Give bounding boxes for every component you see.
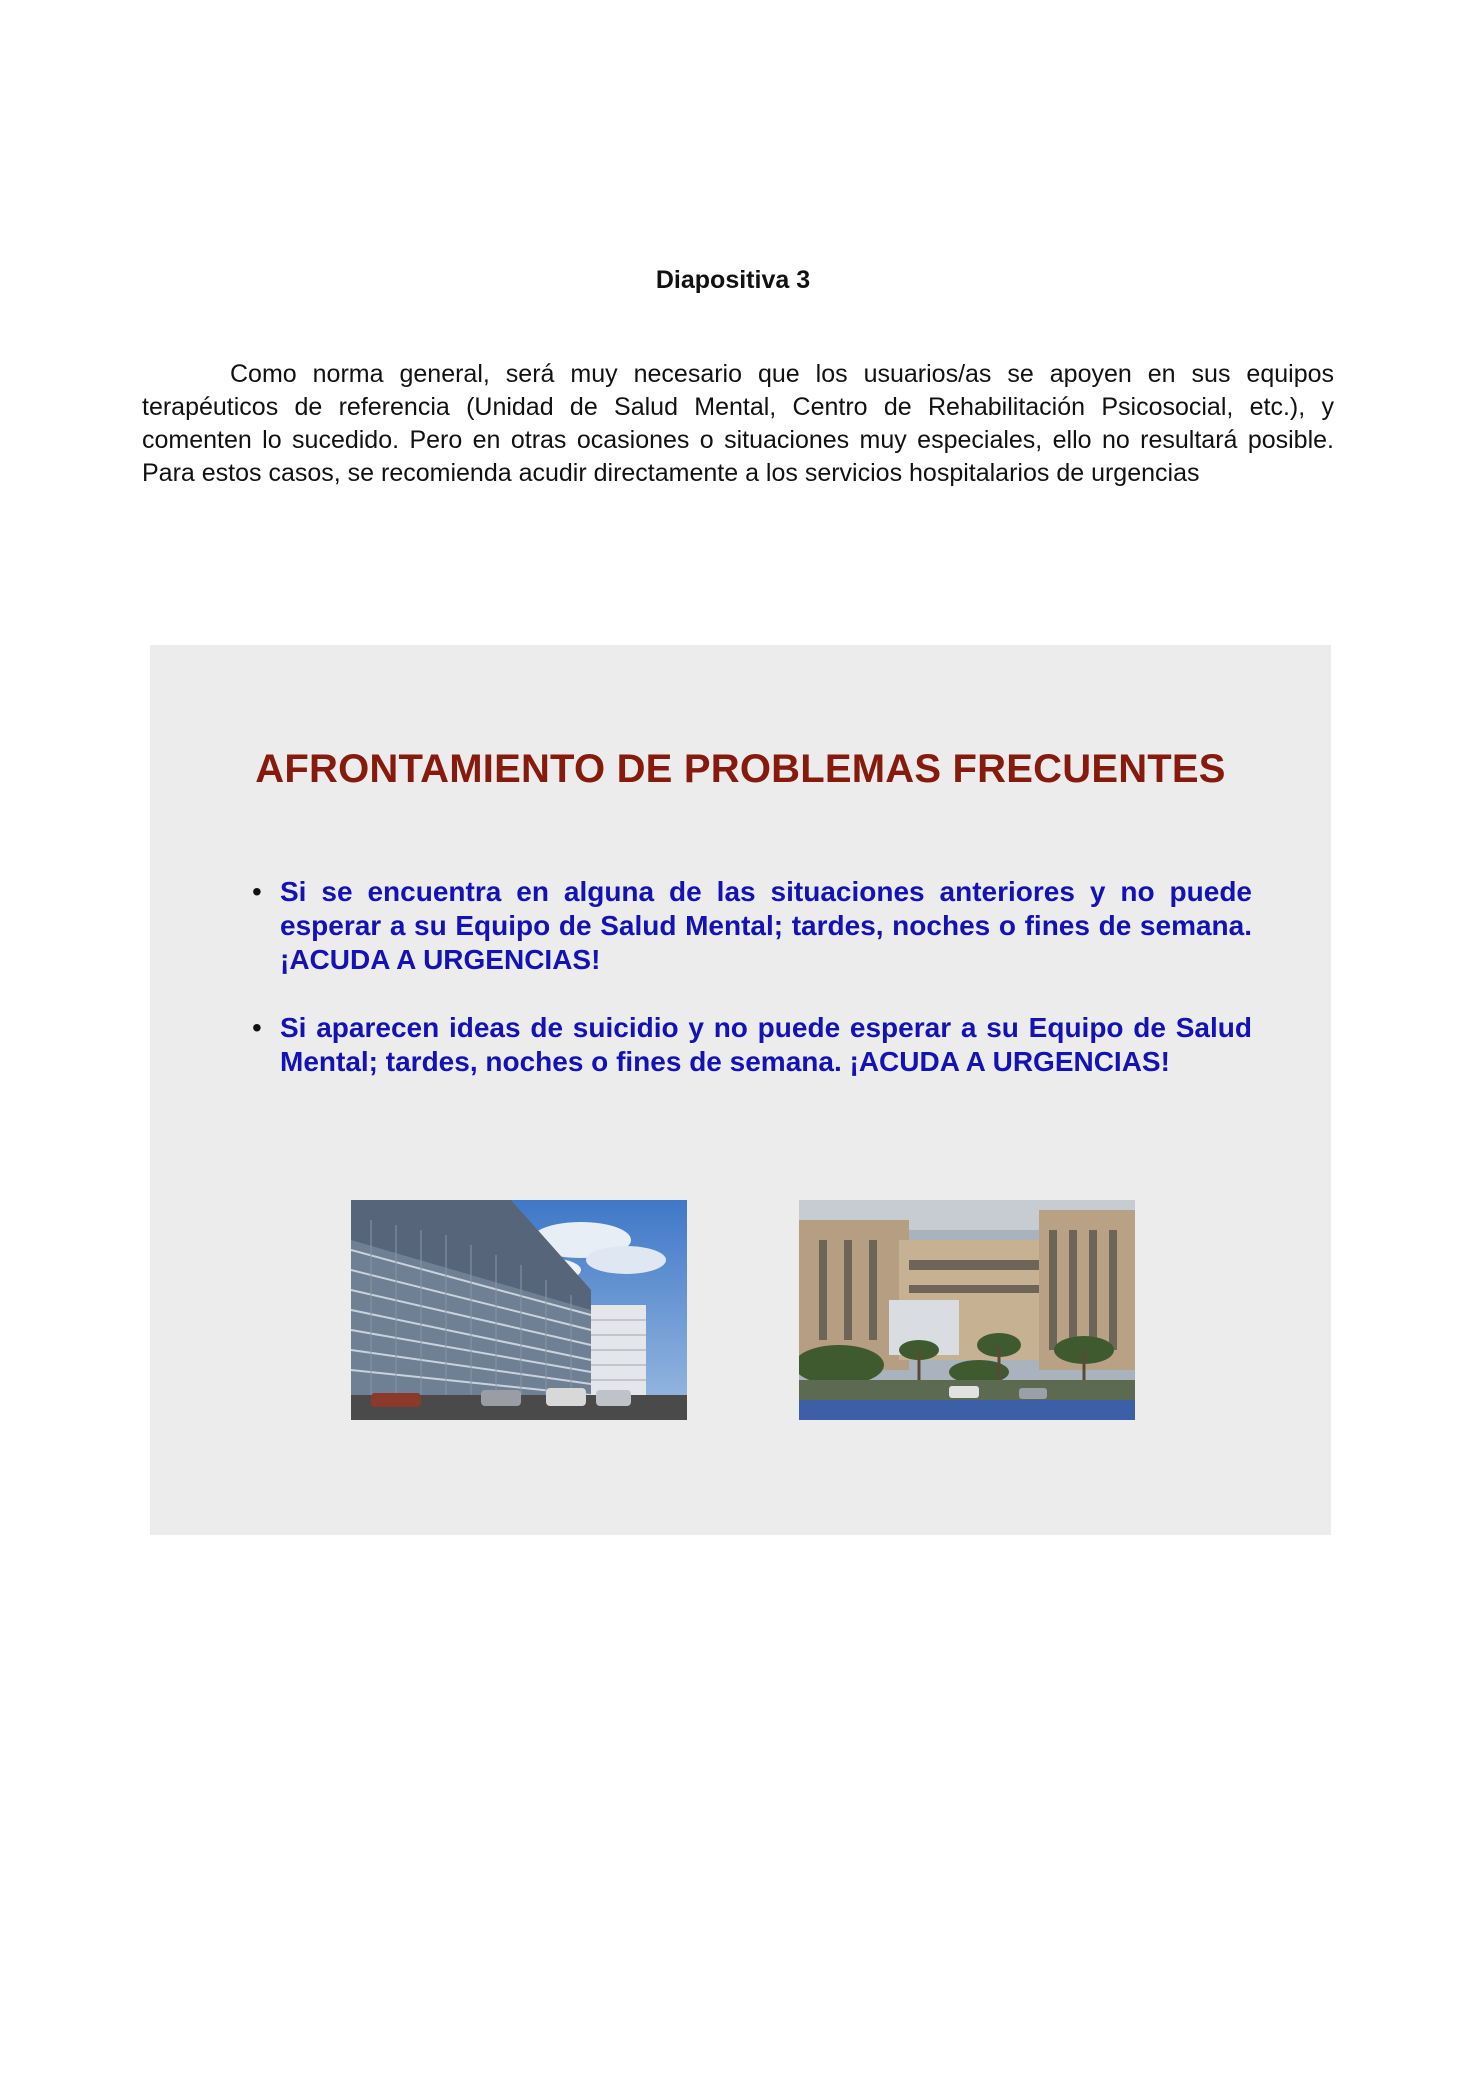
- bullet-item: [252, 1011, 1252, 1079]
- bullet-list: [252, 875, 1252, 1113]
- bullet-text: Si aparecen ideas de suicidio y no puede esperar a su Equipo de Salud Mental; tardes, noches o fines de semana. ¡ACUDA A URGENCIAS!: [280, 1012, 1252, 1077]
- bullet-item: [252, 875, 1252, 977]
- bullet-icon: •: [252, 876, 262, 907]
- intro-paragraph: Como norma general, será muy necesario que los usuarios/as se apoyen en sus equipos terapéuticos de referencia (Unidad de Salud Mental, Centro de Rehabilitación Psicosocial, etc.), y comenten lo sucedido. Pero en otras ocasiones o situaciones muy especiales, ello no resultará posible. Para estos casos, se recomienda acudir directamente a los servicios hospitalarios de urgencias: [142, 360, 1334, 487]
- slide: [150, 645, 1331, 1535]
- hospital-photo-left: [351, 1200, 687, 1420]
- slide-title: AFRONTAMIENTO DE PROBLEMAS FRECUENTES: [255, 747, 1226, 791]
- page-title: Diapositiva 3: [655, 266, 811, 294]
- bullet-text: Si se encuentra en alguna de las situaciones anteriores y no puede esperar a su Equipo de Salud Mental; tardes, noches o fines de semana. ¡ACUDA A URGENCIAS!: [280, 876, 1252, 975]
- bullet-icon: •: [252, 1012, 262, 1043]
- hospital-photo-right: [799, 1200, 1135, 1420]
